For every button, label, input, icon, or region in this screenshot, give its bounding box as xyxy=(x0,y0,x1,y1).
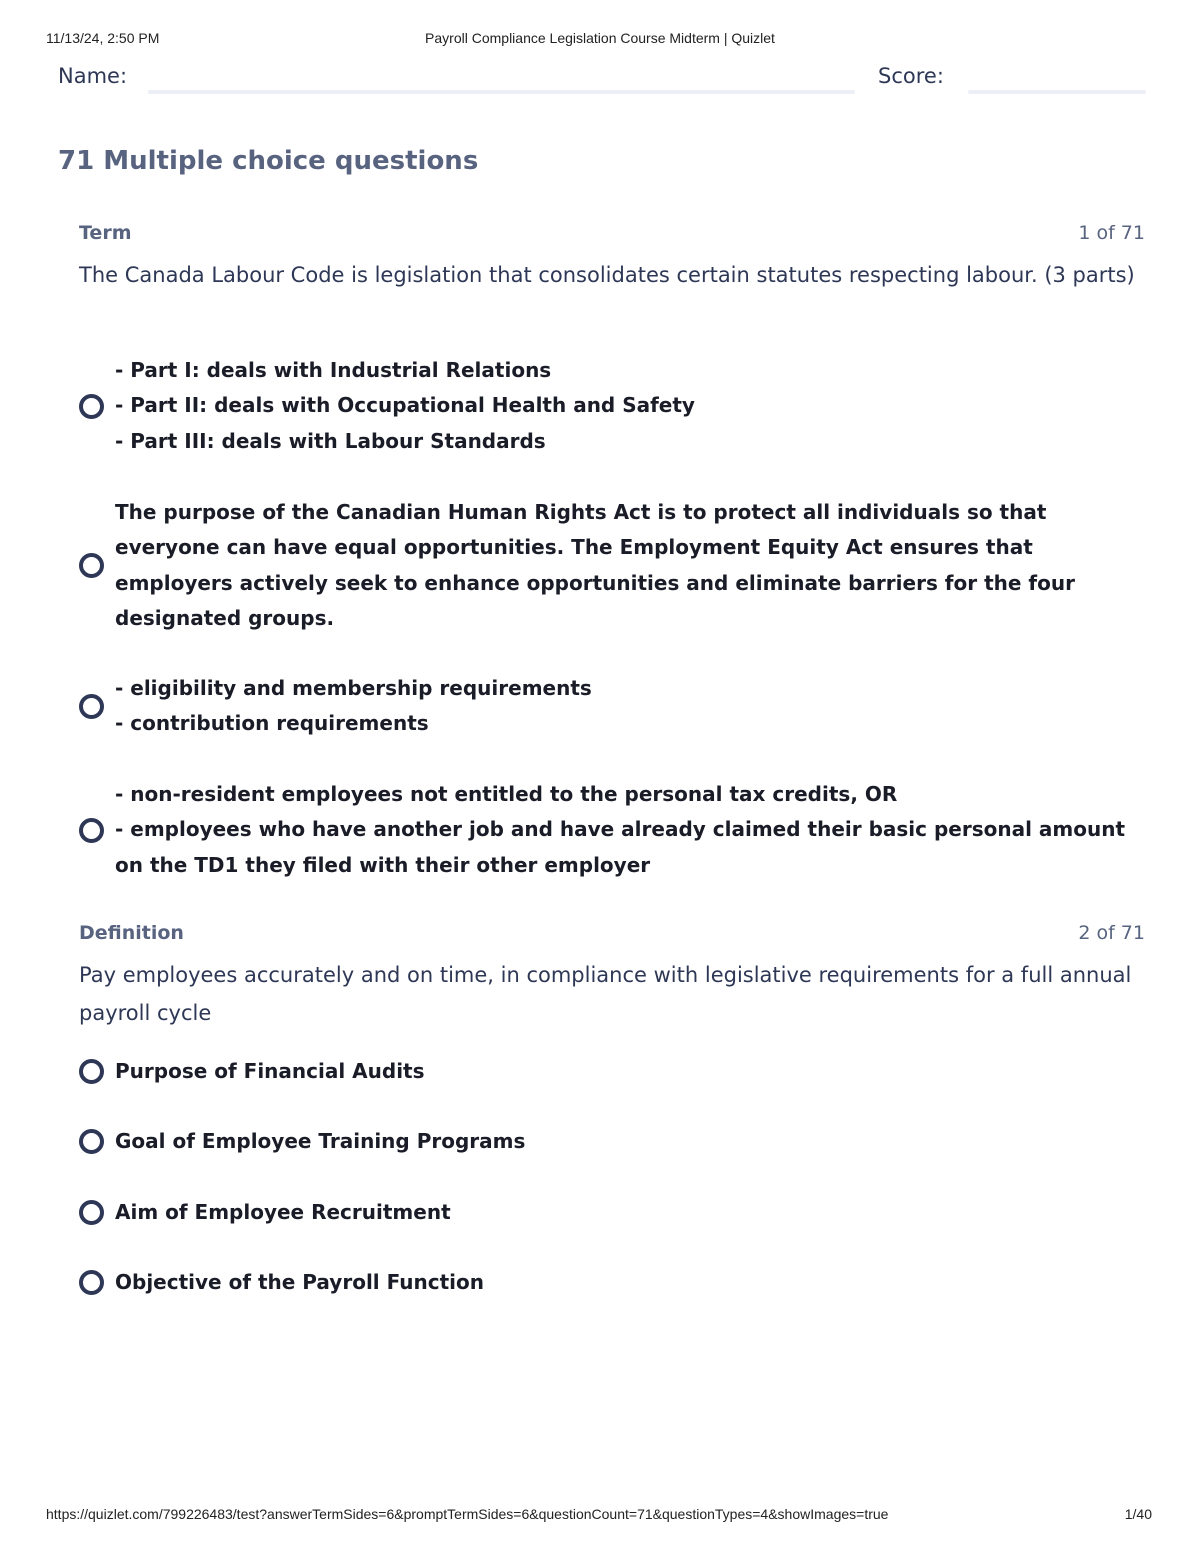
radio-button-icon[interactable] xyxy=(79,694,104,719)
question-header xyxy=(79,922,1145,948)
answer-option[interactable] xyxy=(79,353,1145,459)
print-footer xyxy=(46,1506,1152,1526)
answer-option-text: Purpose of Financial Audits xyxy=(115,1059,425,1083)
score-field[interactable] xyxy=(968,90,1146,94)
answer-option-text: - Part I: deals with Industrial Relations - Part II: deals with Occupational Health and Safety - Part III: deals with Labour Standards xyxy=(115,358,695,453)
question-1 xyxy=(79,222,1145,294)
question-prompt: The Canada Labour Code is legislation that consolidates certain statutes respecting labour. (3 parts) xyxy=(79,263,1135,287)
question-kind: Term xyxy=(79,222,132,244)
question-prompt: Pay employees accurately and on time, in compliance with legislative requirements for a full annual payroll cycle xyxy=(79,963,1132,1025)
answer-option-text: - non-resident employees not entitled to the personal tax credits, OR - employees who have another job and have already claimed their basic personal amount on the TD1 they filed with their other employer xyxy=(115,782,1126,877)
question-header xyxy=(79,222,1145,248)
answer-option[interactable] xyxy=(79,1124,1145,1159)
question-count: 1 of 71 xyxy=(1078,222,1145,244)
answer-option-text: Goal of Employee Training Programs xyxy=(115,1129,526,1153)
section-title: 71 Multiple choice questions xyxy=(58,146,479,176)
score-label: Score: xyxy=(878,64,944,88)
radio-button-icon[interactable] xyxy=(79,1129,104,1154)
answer-option-text: Aim of Employee Recruitment xyxy=(115,1200,451,1224)
answer-option[interactable] xyxy=(79,495,1145,637)
page-url: https://quizlet.com/799226483/test?answerTermSides=6&promptTermSides=6&questionCount=71&questionTypes=4&showImages=true xyxy=(46,1506,889,1522)
page-number: 1/40 xyxy=(1124,1506,1152,1522)
print-datetime: 11/13/24, 2:50 PM xyxy=(46,30,160,46)
question-kind: Definition xyxy=(79,922,184,944)
answer-option-text: The purpose of the Canadian Human Rights Act is to protect all individuals so that everyone can have equal opportunities. The Employment Equity Act ensures that employers actively seek to enhance opportunities and eliminate barriers for the four designated groups. xyxy=(115,500,1075,631)
name-score-row xyxy=(58,60,1146,100)
print-title: Payroll Compliance Legislation Course Midterm | Quizlet xyxy=(425,30,775,46)
radio-button-icon[interactable] xyxy=(79,394,104,419)
answer-option[interactable] xyxy=(79,671,1145,742)
answer-option-text: - eligibility and membership requirements - contribution requirements xyxy=(115,676,592,736)
print-header xyxy=(46,30,1154,50)
name-field[interactable] xyxy=(148,90,855,94)
radio-button-icon[interactable] xyxy=(79,818,104,843)
radio-button-icon[interactable] xyxy=(79,1200,104,1225)
answer-option[interactable] xyxy=(79,1195,1145,1230)
radio-button-icon[interactable] xyxy=(79,1270,104,1295)
radio-button-icon[interactable] xyxy=(79,1059,104,1084)
question-2 xyxy=(79,922,1145,1032)
radio-button-icon[interactable] xyxy=(79,553,104,578)
answer-option[interactable] xyxy=(79,1054,1145,1089)
question-count: 2 of 71 xyxy=(1078,922,1145,944)
answer-option[interactable] xyxy=(79,1265,1145,1300)
name-label: Name: xyxy=(58,64,128,88)
answer-option-text: Objective of the Payroll Function xyxy=(115,1270,485,1294)
answer-option[interactable] xyxy=(79,777,1145,883)
